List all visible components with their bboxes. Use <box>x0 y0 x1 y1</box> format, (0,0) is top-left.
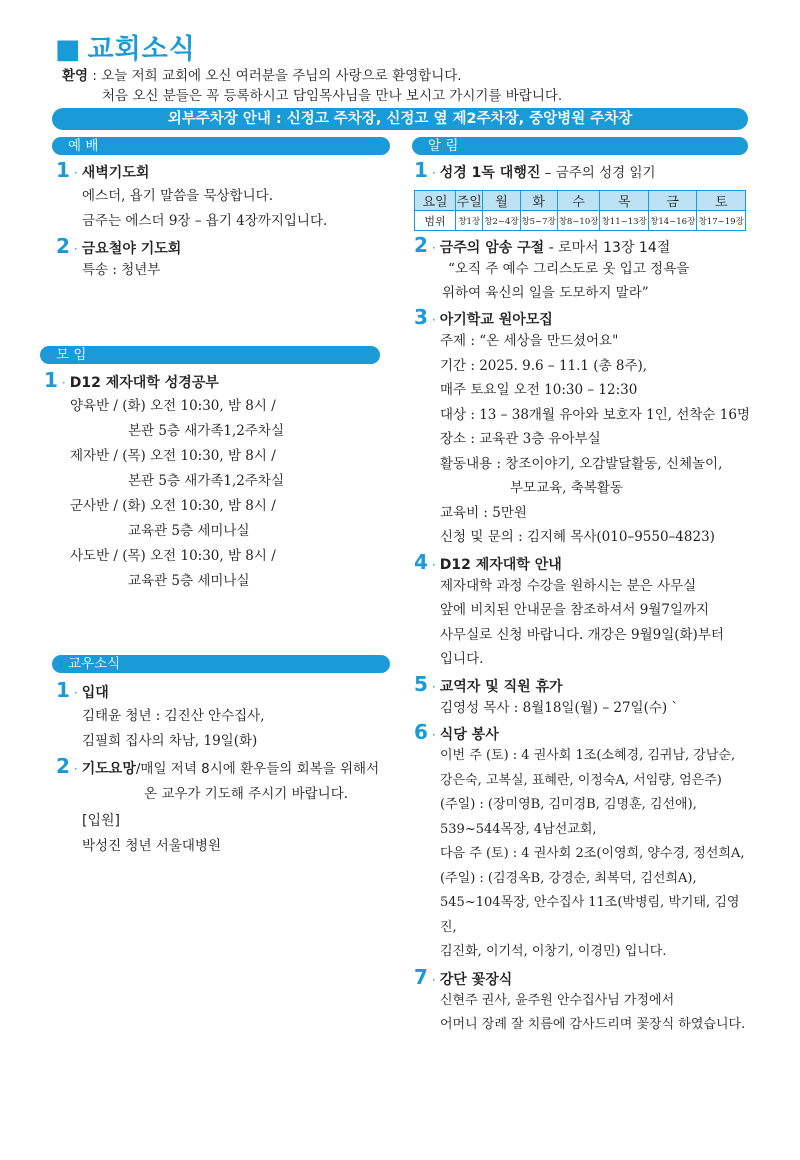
item-line: 김태윤 청년 : 김진산 안수집사, <box>82 708 265 724</box>
table-cell: 금 <box>648 191 696 211</box>
class-schedule: 양육반 / (화) 오전 10:30, 밤 8시 / <box>70 398 276 414</box>
item-number: 1 <box>414 158 428 182</box>
meetings-section-header: 모 임 <box>40 346 380 364</box>
dot-icon: · <box>431 728 436 742</box>
item-line: 교육비 : 5만원 <box>440 504 527 521</box>
square-bullet-icon: ■ <box>55 34 82 65</box>
table-cell: 창2~4장 <box>483 211 520 231</box>
worship-item-2 <box>56 234 396 258</box>
item-title: D12 제자대학 안내 <box>439 556 562 573</box>
meetings-section <box>44 368 384 594</box>
table-cell: 창8~10장 <box>557 211 600 231</box>
item-number: 1 <box>44 368 58 392</box>
item-line: 에스더, 욥기 말씀을 묵상합니다. <box>82 188 273 204</box>
item-line: 금주는 에스더 9장 – 욥기 4장까지입니다. <box>82 213 328 229</box>
item-line: 활동내용 : 창조이야기, 오감발달활동, 신체놀이, <box>440 455 723 472</box>
dot-icon: · <box>73 242 78 256</box>
item-title: 기도요망 <box>81 761 136 777</box>
dot-icon: · <box>431 679 436 694</box>
class-schedule: 제자반 / (목) 오전 10:30, 밤 8시 / <box>70 448 276 464</box>
class-location: 교육관 5층 세미나실 <box>128 523 250 539</box>
parking-banner: 외부주차장 안내 : 신정고 주차장, 신정고 옆 제2주차장, 중앙병원 주차장 <box>52 108 748 130</box>
title-text: 교회소식 <box>87 34 196 65</box>
item-line: 제자대학 과정 수강을 원하시는 분은 사무실 <box>440 577 697 594</box>
item-line: 온 교우가 기도해 주시기 바랍니다. <box>144 786 349 802</box>
notices-section <box>414 158 754 1038</box>
table-cell: 창17~19장 <box>697 211 746 231</box>
item-title: 강단 꽃장식 <box>439 971 513 988</box>
notices-section-header: 알 림 <box>412 137 748 155</box>
item-title: 식당 봉사 <box>439 727 499 743</box>
table-cell: 창11~13장 <box>600 211 648 231</box>
item-number: 4 <box>414 549 428 574</box>
table-header-row <box>415 191 746 211</box>
members-section <box>56 678 396 859</box>
table-cell: 목 <box>600 191 648 211</box>
item-title: 새벽기도회 <box>81 165 150 181</box>
table-cell: 화 <box>520 191 557 211</box>
dot-icon: · <box>431 166 436 180</box>
item-title: 아기학교 원아모집 <box>439 312 553 328</box>
table-cell: 월 <box>483 191 520 211</box>
notice-item-3 <box>414 305 754 329</box>
table-cell: 토 <box>697 191 746 211</box>
dot-icon: · <box>73 166 78 180</box>
item-number: 5 <box>414 671 428 696</box>
item-line: 위하여 육신의 일을 도모하지 말라” <box>442 285 649 301</box>
item-line: (주일) : (장미영B, 김미경B, 김명훈, 김선애), <box>440 797 697 812</box>
notice-item-4 <box>414 550 754 574</box>
item-subtitle: - 로마서 13장 14절 <box>544 240 671 256</box>
hospital-label: [입원] <box>82 813 120 829</box>
item-line: 대상 : 13 – 38개월 유아와 보호자 1인, 선착순 16명 <box>440 406 750 423</box>
item-line: 특송 : 청년부 <box>82 262 161 278</box>
item-title: 입대 <box>81 685 109 701</box>
item-line: 부모교육, 축복활동 <box>510 480 623 496</box>
item-title: 교역자 및 직원 휴가 <box>439 678 563 695</box>
members-item-2 <box>56 754 396 782</box>
members-section-header: 교우소식 <box>52 655 390 673</box>
bible-reading-table <box>414 190 746 231</box>
item-line: 신현주 권사, 윤주원 안수집사님 가정에서 <box>440 992 675 1008</box>
item-line: 앞에 비치된 안내문을 참조하셔서 9월7일까지 <box>440 602 710 618</box>
item-line: “오직 주 예수 그리스도로 옷 입고 정욕을 <box>448 261 690 277</box>
item-line: 매주 토요일 오전 10:30 – 12:30 <box>440 382 638 398</box>
item-line: 539~544목장, 4남선교회, <box>440 821 597 837</box>
hospital-text: 박성진 청년 서울대병원 <box>82 838 221 854</box>
item-title: 금주의 암송 구절 <box>439 240 545 256</box>
table-cell: 수 <box>557 191 600 211</box>
item-line: 이번 주 (토) : 4 권사회 1조(소혜경, 김귀남, 강남순, <box>440 748 736 763</box>
dot-icon: · <box>73 762 78 776</box>
table-cell: 범위 <box>415 211 456 231</box>
notice-item-5 <box>414 672 754 696</box>
table-cell: 주일 <box>456 191 483 211</box>
dot-icon: · <box>431 557 436 572</box>
worship-section-header: 예 배 <box>52 137 390 155</box>
welcome-line-1: : 오늘 저희 교회에 오신 여러분을 주님의 사랑으로 환영합니다. <box>88 68 462 84</box>
item-number: 7 <box>414 964 428 989</box>
item-line: 기간 : 2025. 9.6 – 11.1 (총 8주), <box>440 357 648 374</box>
table-row <box>415 211 746 231</box>
notice-item-7 <box>414 965 754 989</box>
page-title <box>55 27 196 66</box>
item-title: 금요철야 기도회 <box>81 241 182 257</box>
item-number: 1 <box>56 678 70 702</box>
dot-icon: · <box>73 686 78 700</box>
class-location: 교육관 5층 세미나실 <box>128 573 250 589</box>
item-line: 어머니 장례 잘 치름에 감사드리며 꽃장식 하였습니다. <box>440 1017 746 1032</box>
worship-section <box>56 158 396 283</box>
item-line: 신청 및 문의 : 김지혜 목사(010–9550–4823) <box>440 529 715 545</box>
notice-item-6 <box>414 720 754 744</box>
dot-icon: · <box>431 241 436 255</box>
item-line: 김진화, 이기석, 이창기, 이경민) 입니다. <box>440 944 667 959</box>
item-line: 강은숙, 고복실, 표혜란, 이정숙A, 서임량, 엄은주) <box>440 772 722 788</box>
item-title-rest: /매일 저녁 8시에 환우들의 회복을 위해서 <box>135 761 380 777</box>
class-location: 본관 5층 새가족1,2주차실 <box>128 473 285 489</box>
class-schedule: 사도반 / (목) 오전 10:30, 밤 8시 / <box>70 548 276 564</box>
class-location: 본관 5층 새가족1,2주차실 <box>128 423 285 439</box>
item-subtitle: – 금주의 성경 읽기 <box>540 165 656 181</box>
item-number: 3 <box>414 305 428 329</box>
item-title: 성경 1독 대행진 <box>439 165 541 181</box>
item-number: 2 <box>56 234 70 258</box>
item-line: 입니다. <box>440 651 484 667</box>
notice-item-2 <box>414 233 754 257</box>
item-line: 다음 주 (토) : 4 권사회 2조(이영희, 양수경, 정선희A, <box>440 846 745 861</box>
item-number: 2 <box>414 233 428 257</box>
welcome-message <box>62 66 562 106</box>
item-line: 545~104목장, 안수집사 11조(박병림, 박기태, 김영진, <box>440 895 740 935</box>
item-number: 6 <box>414 720 428 744</box>
dot-icon: · <box>431 313 436 327</box>
table-cell: 요일 <box>415 191 456 211</box>
item-line: 장소 : 교육관 3층 유아부실 <box>440 431 601 447</box>
item-line: 주제 : “온 세상을 만드셨어요" <box>440 333 619 349</box>
item-title: D12 제자대학 성경공부 <box>69 375 219 391</box>
welcome-line-2: 처음 오신 분들은 꼭 등록하시고 담임목사님을 만나 보시고 가시기를 바랍니다. <box>102 88 563 104</box>
table-cell: 창14~16장 <box>648 211 696 231</box>
item-number: 1 <box>56 158 70 182</box>
item-line: (주일) : (김경옥B, 강경순, 최복덕, 김선희A), <box>440 870 697 886</box>
meetings-item-1 <box>44 368 384 392</box>
dot-icon: · <box>61 376 66 390</box>
dot-icon: · <box>431 972 436 987</box>
item-line: 김필희 집사의 차남, 19일(화) <box>82 733 258 749</box>
item-line: 사무실로 신청 바랍니다. 개강은 9월9일(화)부터 <box>440 626 724 643</box>
table-cell: 창1장 <box>456 211 483 231</box>
table-cell: 창5~7장 <box>520 211 557 231</box>
class-schedule: 군사반 / (화) 오전 10:30, 밤 8시 / <box>70 498 276 514</box>
worship-item-1 <box>56 158 396 182</box>
item-line: 김영성 목사 : 8월18일(월) – 27일(수) ` <box>440 699 679 716</box>
welcome-label: 환영 <box>62 68 89 84</box>
members-item-1 <box>56 678 396 702</box>
notice-item-1 <box>414 158 754 186</box>
item-number: 2 <box>56 754 70 778</box>
